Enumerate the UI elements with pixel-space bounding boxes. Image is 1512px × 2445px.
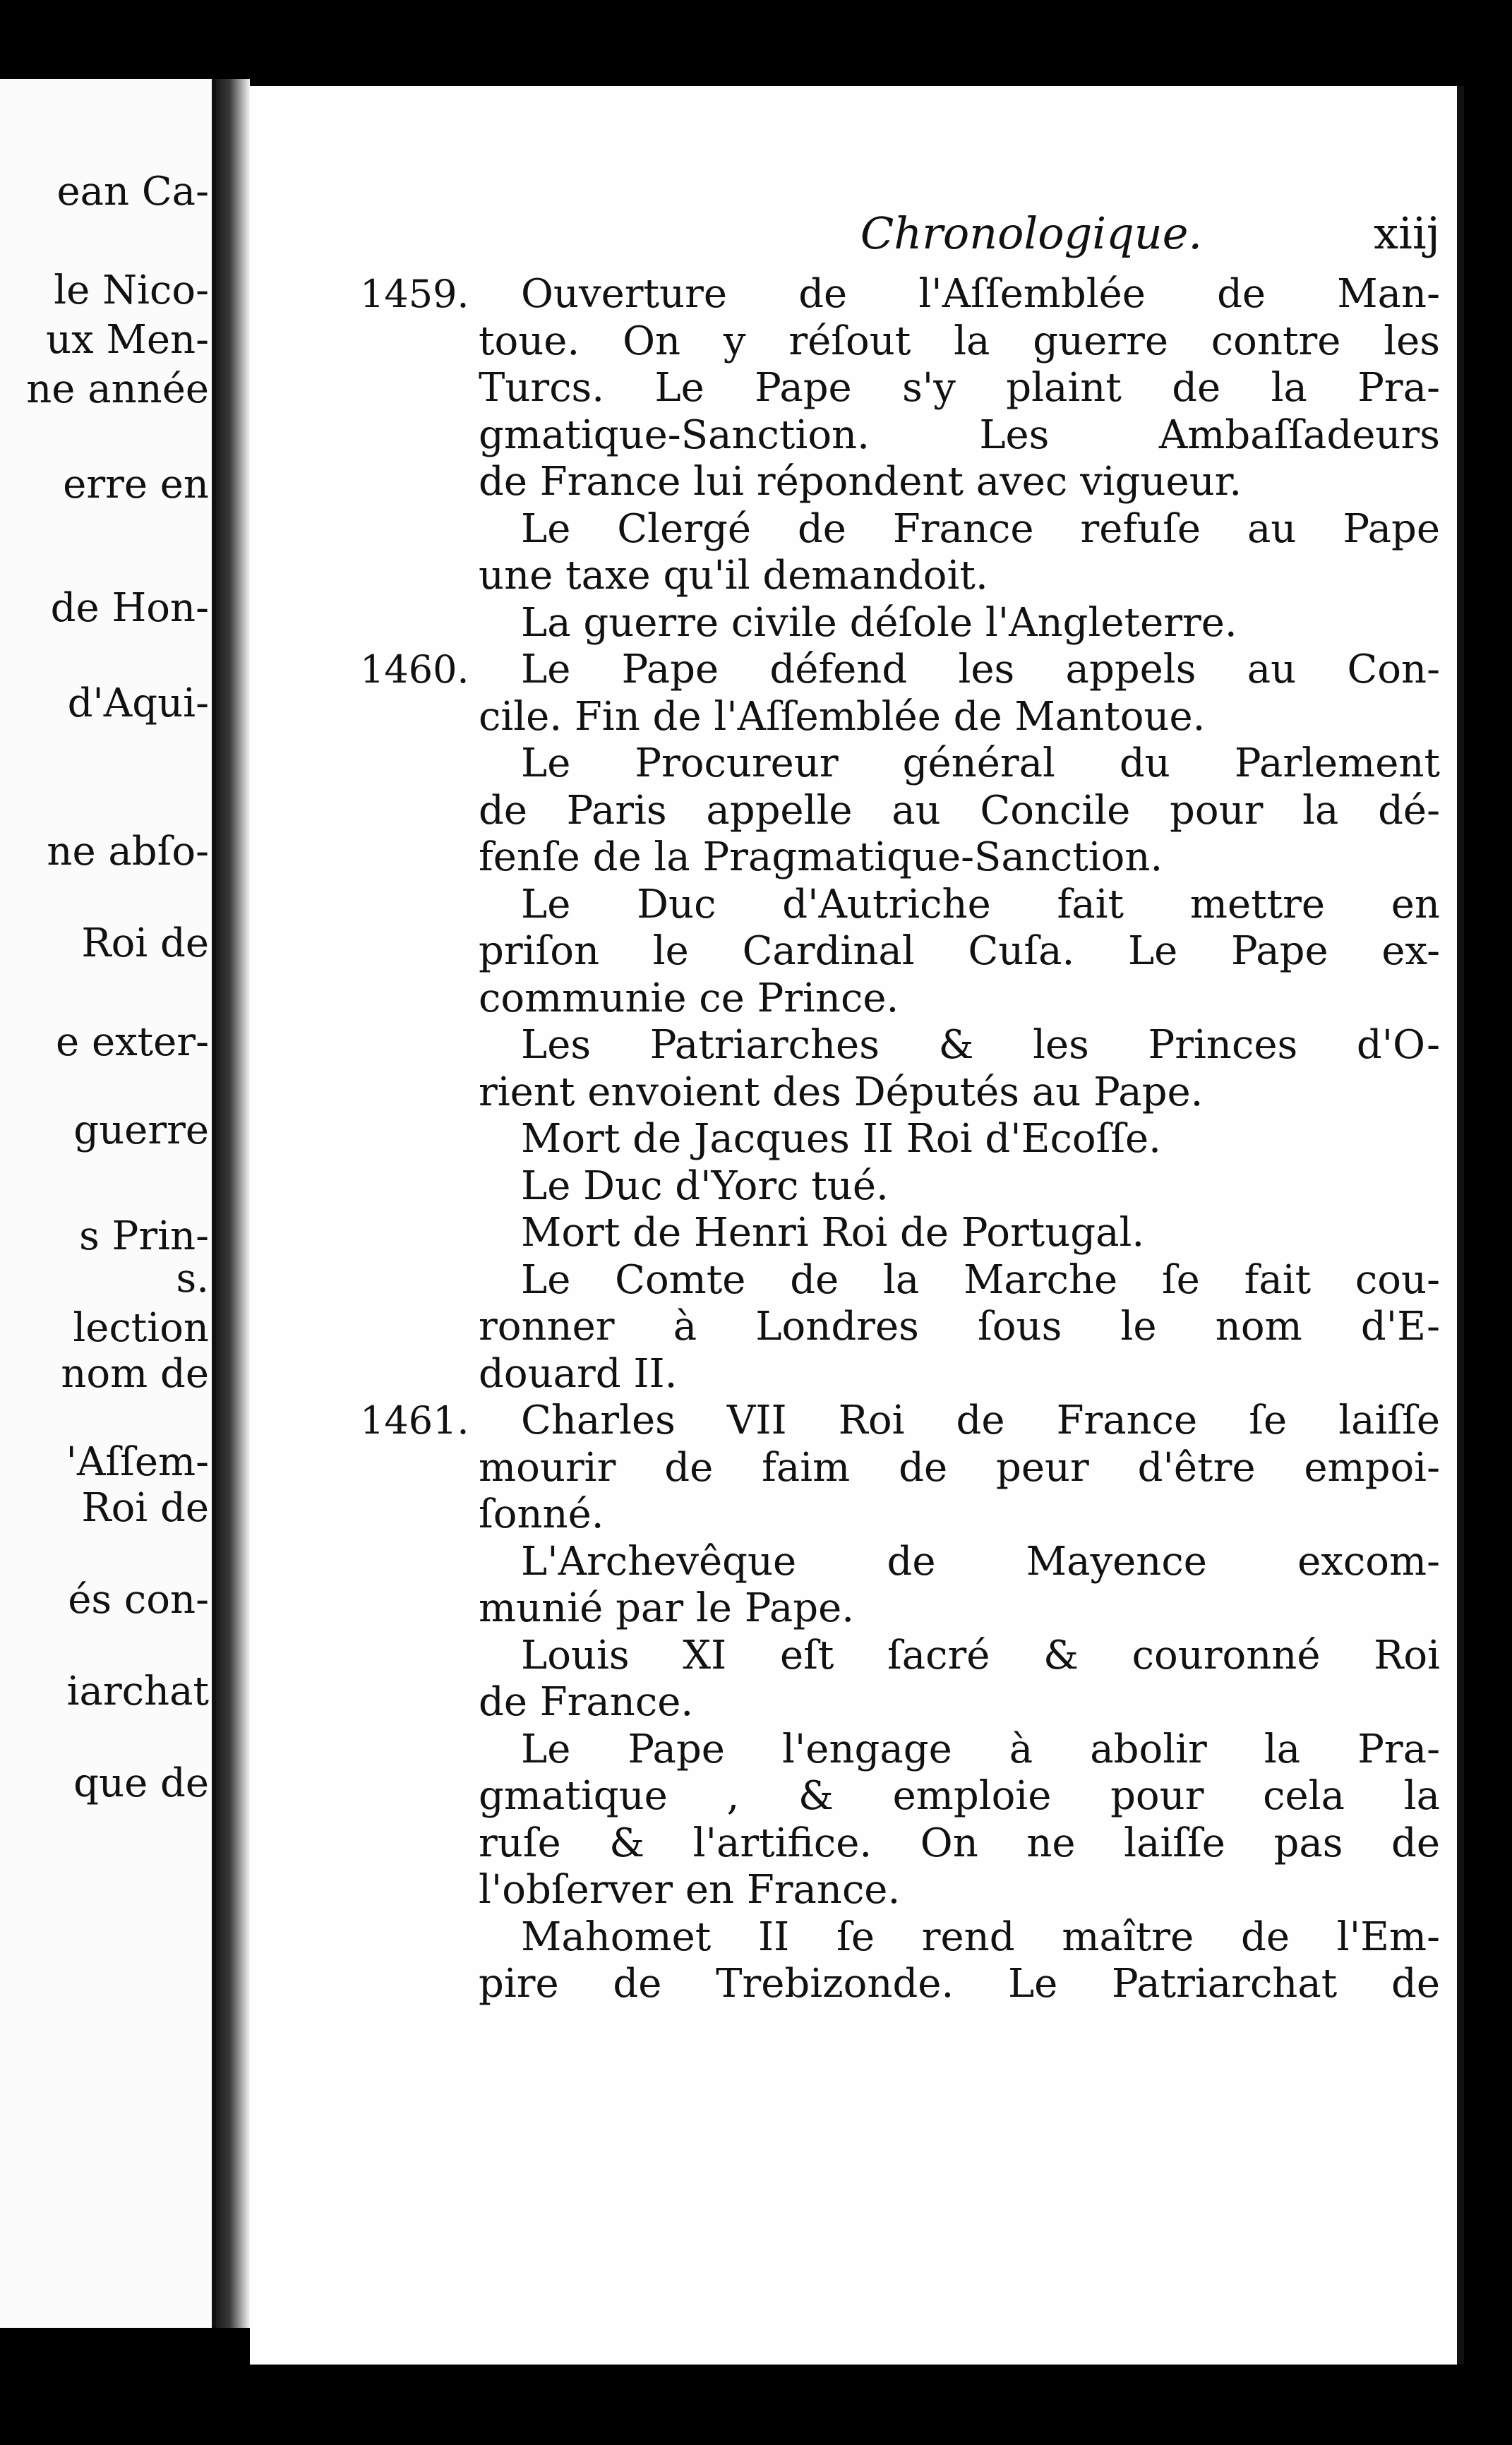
text-line (360, 1585, 1440, 1633)
left-page-line: iarchat (66, 1669, 209, 1714)
text-line (360, 1163, 1440, 1211)
text-line (360, 365, 1440, 412)
left-page-line: s. (176, 1256, 209, 1302)
text-line (360, 1914, 1440, 1962)
text-line (360, 600, 1440, 647)
line-text: ſonné. (479, 1491, 604, 1537)
line-text: munié par le Pape. (479, 1585, 855, 1631)
text-line (360, 1257, 1440, 1304)
text-line (360, 1069, 1440, 1117)
line-text: Le Clergé de France refuſe au Pape (521, 505, 1440, 552)
line-text: gmatique , & emploie pour cela la (479, 1773, 1440, 1819)
text-line (360, 1351, 1440, 1398)
left-page-line: 'Aſſem- (66, 1440, 209, 1485)
line-text: cile. Fin de l'Aſſemblée de Mantoue. (479, 693, 1206, 740)
year-marker: 1460. (360, 647, 469, 692)
left-page-line: d'Aqui- (67, 681, 209, 726)
line-text: Le Comte de la Marche ſe fait cou- (521, 1256, 1440, 1303)
text-line (360, 1867, 1440, 1914)
line-text: Les Patriarches & les Princes d'O- (521, 1022, 1440, 1068)
text-line (360, 459, 1440, 506)
line-text: L'Archevêque de Mayence excom- (521, 1538, 1440, 1585)
text-line (360, 1726, 1440, 1774)
text-line (360, 694, 1440, 741)
line-text: l'obſerver en France. (479, 1867, 901, 1913)
line-text: Le Procureur général du Parlement (521, 740, 1440, 786)
left-page-line: que de (73, 1761, 209, 1806)
left-page-line: erre en (63, 462, 209, 507)
text-line (360, 1820, 1440, 1868)
left-page-line: ean Ca- (56, 169, 209, 215)
text-line (360, 1445, 1440, 1492)
text-line (360, 1961, 1440, 2008)
text-line (360, 506, 1440, 553)
text-line (360, 1210, 1440, 1257)
chronology-entries (360, 271, 1440, 2008)
line-text: Mort de Henri Roi de Portugal. (521, 1210, 1145, 1256)
left-page-line: le Nico- (54, 268, 209, 313)
left-page-line: lection (73, 1306, 209, 1351)
text-line (360, 1679, 1440, 1726)
text-line (360, 1539, 1440, 1586)
left-page-line: Roi de (81, 921, 209, 966)
text-line (360, 1491, 1440, 1539)
line-text: Le Pape l'engage à abolir la Pra- (521, 1726, 1440, 1772)
running-header: Chronologique. (860, 208, 1203, 259)
left-page-line: ux Men- (46, 318, 209, 363)
line-text: mourir de faim de peur d'être empoi- (479, 1444, 1440, 1491)
left-page-text (0, 79, 212, 2328)
line-text: toue. On y réſout la guerre contre les (479, 318, 1440, 364)
left-page-line: Roi de (81, 1486, 209, 1531)
line-text: rient envoient des Députés au Pape. (479, 1069, 1204, 1115)
text-line (360, 788, 1440, 835)
text-line (360, 1773, 1440, 1820)
line-text: ronner à Londres ſous le nom d'E- (479, 1304, 1440, 1350)
line-text: douard II. (479, 1350, 678, 1397)
text-line (360, 1633, 1440, 1680)
text-line (360, 271, 1440, 318)
text-line (360, 1116, 1440, 1163)
line-text: Ouverture de l'Aſſemblée de Man- (521, 271, 1440, 317)
year-marker: 1461. (360, 1398, 469, 1443)
left-page-line: és con- (68, 1578, 209, 1623)
page-number: xiij (1374, 208, 1440, 259)
line-text: Mort de Jacques II Roi d'Ecoſſe. (521, 1116, 1161, 1162)
text-line (360, 975, 1440, 1023)
left-page-line: de Hon- (50, 586, 209, 631)
line-text: La guerre civile déſole l'Angleterre. (521, 599, 1237, 646)
line-text: fenſe de la Pragmatique-Sanction. (479, 834, 1163, 880)
right-page (250, 86, 1464, 2365)
line-text: Le Duc d'Yorc tué. (521, 1163, 889, 1209)
left-page-line: ne abſo- (47, 829, 209, 875)
line-text: Louis XI eſt ſacré & couronné Roi (521, 1632, 1440, 1678)
line-text: de France lui répondent avec vigueur. (479, 459, 1242, 505)
line-text: Le Pape défend les appels au Con- (521, 647, 1440, 692)
text-line (360, 553, 1440, 600)
left-page-line: guerre (73, 1108, 209, 1153)
line-text: communie ce Prince. (479, 975, 899, 1021)
line-text: priſon le Cardinal Cuſa. Le Pape ex- (479, 928, 1440, 974)
line-text: gmatique-Sanction. Les Ambaſſadeurs (479, 411, 1440, 458)
left-page-line: e exter- (56, 1020, 209, 1065)
left-page-line: s Prin- (79, 1214, 209, 1259)
line-text: pire de Trebizonde. Le Patriarchat de (479, 1961, 1440, 2007)
left-page-fragment (0, 79, 216, 2328)
text-line (360, 1398, 1440, 1445)
line-text: ruſe & l'artifice. On ne laiſſe pas de (479, 1820, 1440, 1866)
line-text: Le Duc d'Autriche fait mettre en (521, 881, 1440, 927)
left-page-line: ne année (26, 367, 209, 412)
line-text: de France. (479, 1679, 694, 1725)
line-text: Mahomet II ſe rend maître de l'Em- (521, 1914, 1440, 1960)
text-line (360, 1304, 1440, 1351)
text-line (360, 318, 1440, 366)
text-line (360, 740, 1440, 788)
year-marker: 1459. (360, 272, 469, 316)
text-line (360, 882, 1440, 929)
text-line (360, 412, 1440, 459)
text-line (360, 1022, 1440, 1069)
line-text: de Paris appelle au Concile pour la dé- (479, 787, 1440, 834)
text-line (360, 928, 1440, 975)
text-line (360, 647, 1440, 694)
left-page-line: nom de (61, 1352, 209, 1397)
text-line (360, 834, 1440, 882)
book-gutter (216, 79, 250, 2328)
line-text: Turcs. Le Pape s'y plaint de la Pra- (479, 365, 1440, 411)
line-text: Charles VII Roi de France ſe laiſſe (521, 1398, 1440, 1443)
line-text: une taxe qu'il demandoit. (479, 553, 988, 599)
